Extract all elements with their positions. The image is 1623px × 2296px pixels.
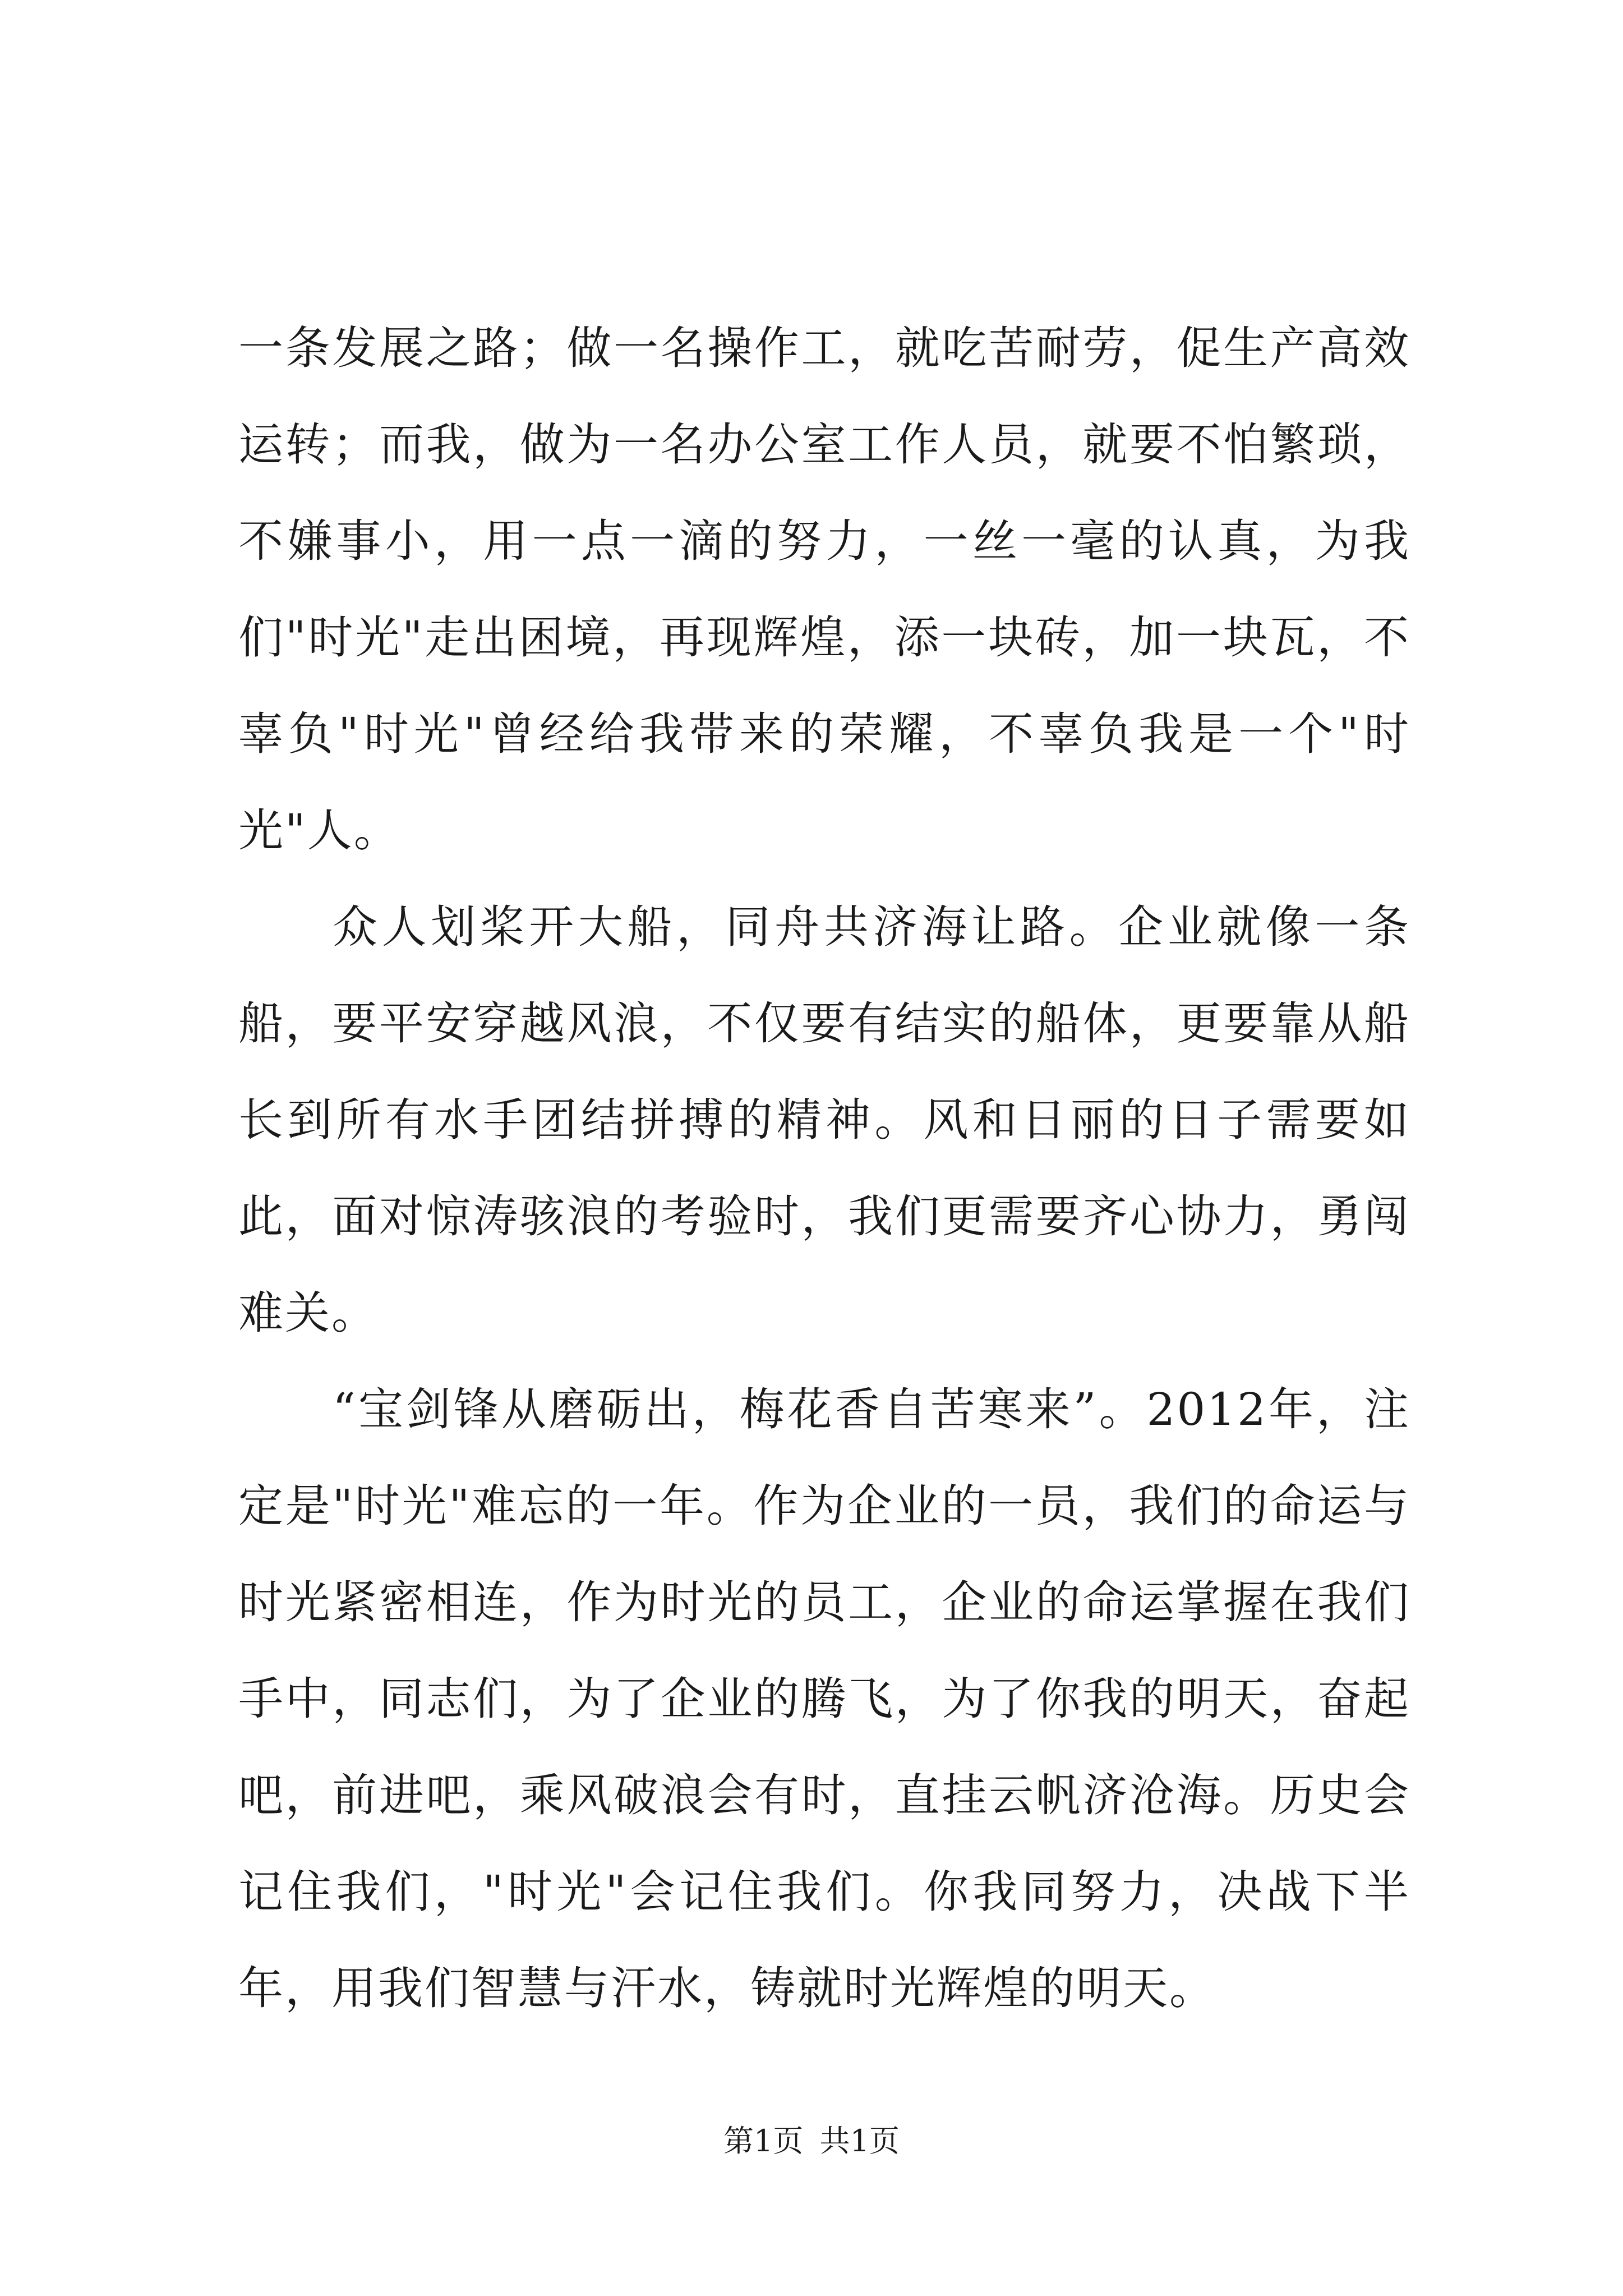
paragraph-1: 一条发展之路；做一名操作工，就吃苦耐劳，促生产高效运转；而我，做为一名办公室工作人员，就要不怕繁琐，不嫌事小，用一点一滴的努力，一丝一毫的认真，为我们"时光"走出困境，再现辉煌，添一块砖，加一块瓦，不辜负"时光"曾经给我带来的荣耀，不辜负我是一个"时光"人。 [238,322,1410,857]
page-footer [0,2122,1623,2161]
document-body [238,300,1410,2037]
page-number: 第1页 [723,2123,804,2159]
page-total: 共1页 [819,2123,900,2159]
paragraph-2: 众人划桨开大船，同舟共济海让路。企业就像一条船，要平安穿越风浪，不仅要有结实的船体，更要靠从船长到所有水手团结拼搏的精神。风和日丽的日子需要如此，面对惊涛骇浪的考验时，我们更需要齐心协力，勇闯难关。 [238,901,1410,1339]
paragraph-3: “宝剑锋从磨砺出，梅花香自苦寒来”。2012年，注定是"时光"难忘的一年。作为企业的一员，我们的命运与时光紧密相连，作为时光的员工，企业的命运掌握在我们手中，同志们，为了企业的腾飞，为了你我的明天，奋起吧，前进吧，乘风破浪会有时，直挂云帆济沧海。历史会记住我们，"时光"会记住我们。你我同努力，决战下半年，用我们智慧与汗水，铸就时光辉煌的明天。 [238,1383,1410,2014]
